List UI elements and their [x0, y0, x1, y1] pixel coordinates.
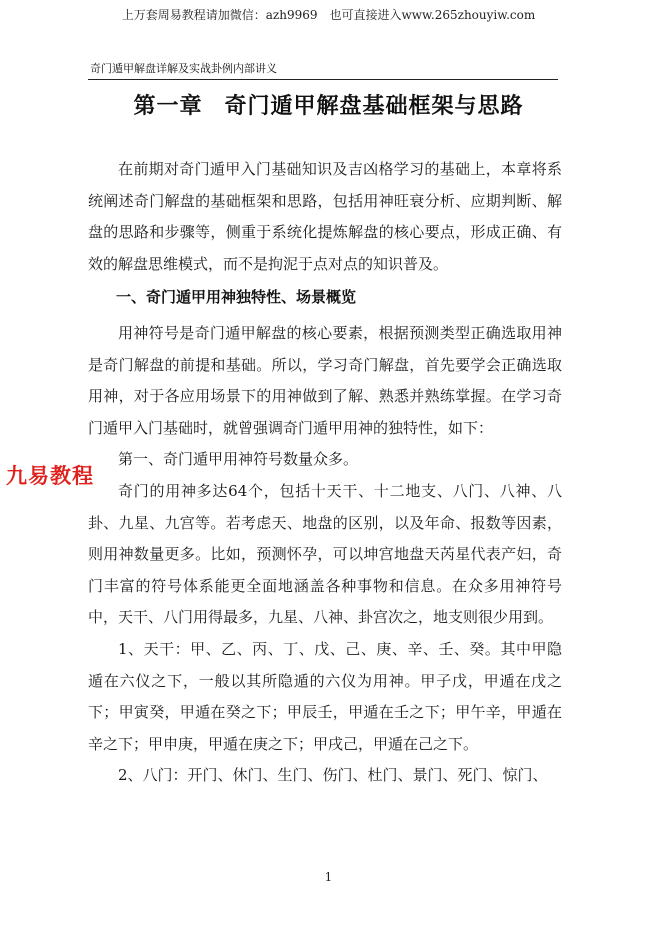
paragraph-1: 用神符号是奇门遁甲解盘的核心要素，根据预测类型正确选取用神是奇门解盘的前提和基础。所以，学习奇门解盘，首先要学会正确选取用神，对于各应用场景下的用神做到了解、熟悉并熟练掌握。在学习奇门遁甲入门基础时，就曾强调奇门遁甲用神的独特性，如下：	[88, 324, 562, 437]
header-rule	[88, 79, 558, 80]
intro-paragraph: 在前期对奇门遁甲入门基础知识及吉凶格学习的基础上，本章将系统阐述奇门解盘的基础框架和思路，包括用神旺衰分析、应期判断、解盘的思路和步骤等，侧重于系统化提炼解盘的核心要点，形成正确、有效的解盘思维模式，而不是拘泥于点对点的知识普及。	[88, 160, 562, 273]
paragraph-4: 1、天干：甲、乙、丙、丁、戊、己、庚、辛、壬、癸。其中甲隐遁在六仪之下，一般以其所隐遁的六仪为用神。甲子戊，甲遁在戊之下；甲寅癸，甲遁在癸之下；甲辰壬，甲遁在壬之下；甲午辛，甲遁在辛之下；甲申庚，甲遁在庚之下；甲戌己，甲遁在己之下。	[88, 639, 562, 753]
chapter-number: 第一章	[133, 93, 203, 119]
section-heading: 一、奇门遁甲用神独特性、场景概览	[116, 288, 357, 306]
page-number: 1	[324, 870, 333, 884]
paragraph-2: 第一、奇门遁甲用神符号数量众多。	[118, 450, 359, 469]
paragraph-3: 奇门的用神多达64个，包括十天干、十二地支、八门、八神、八卦、九星、九宫等。若考虑天、地盘的区别，以及年命、报数等因素，则用神数量更多。比如，预测怀孕，可以坤宫地盘天芮星代表产妇，奇门丰富的符号体系能更全面地涵盖各种事物和信息。在众多用神符号中，天干、八门用得最多，九星、八神、卦宫次之，地支则很少用到。	[88, 481, 562, 627]
section-body	[88, 318, 562, 792]
chapter-name: 奇门遁甲解盘基础框架与思路	[224, 93, 524, 119]
watermark: 九易教程	[6, 464, 94, 488]
paragraph-5: 2、八门：开门、休门、生门、伤门、杜门、景门、死门、惊门、	[118, 766, 548, 785]
chapter-title	[0, 89, 657, 120]
intro-block	[88, 154, 562, 280]
running-header: 奇门遁甲解盘详解及实战卦例内部讲义	[90, 62, 277, 75]
top-banner: 上万套周易教程请加微信：azh9969 也可直接进入www.265zhouyiw.com	[121, 8, 536, 22]
